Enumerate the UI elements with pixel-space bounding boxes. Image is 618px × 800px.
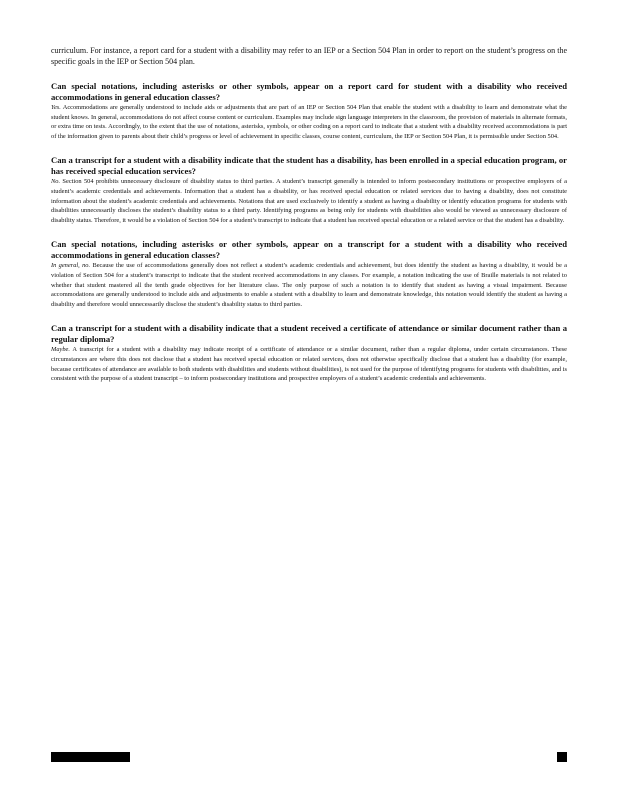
answer-paragraph (51, 177, 567, 225)
answer-paragraph (51, 345, 567, 383)
qa-item (51, 81, 567, 141)
intro-paragraph: curriculum. For instance, a report card for a student with a disability may refer to an IEP or a Section 504 Plan in order to report on the student’s progress on the specific goals in the IEP or Section 504 plan. (51, 46, 567, 66)
answer-text: Because the use of accommodations generally does not reflect a student’s academic credentials and achievement, but does identify the student as having a disability, it would be a violation of Section 504 for a student’s transcript to indicate that the student received accommodations in any classes. For example, a notation indicating the use of Braille materials is not related to whether that student mastered all the tenth grade objectives for her literature class. The only purpose of such a notation is to identify that student as having a visual impairment. Because accommodations are generally understood to include aids and adjustments to enable a student with a disability to learn and demonstrate knowledge, this notation would identify the student as having a disability and therefore would unnecessarily disclose the student’s disability status to third parties. (51, 262, 567, 308)
answer-lead: Maybe. (51, 346, 70, 354)
question-transcript-accommodations: Can special notations, including asterisks or other symbols, appear on a transcript for a student with a disability who received accommodations in general education classes? (51, 239, 567, 261)
qa-item (51, 155, 567, 225)
answer-text: Section 504 prohibits unnecessary disclosure of disability status to third parties. A student’s transcript generally is intended to inform postsecondary institutions or prospective employers of a student’s academic credentials and achievements. Information that a student has a disability, or has received special education or related services due to having a disability, does not constitute information about the student’s academic credentials and achievements. Notations that are used exclusively to identify a student as having a disability or identify education programs for students with disabilities unnecessarily discloses the student’s disability status to a third party. Identifying programs as being only for students with disabilities also would be viewed as unnecessary disclosure of disability status. Therefore, it would be a violation of Section 504 for a student’s transcript to indicate that a student has received special education or a related service or that the student has a disability. (51, 178, 567, 224)
answer-text: Accommodations are generally understood to include aids or adjustments that are part of an IEP or Section 504 Plan that enable the student with a disability to learn and demonstrate what the student knows. In general, accommodations do not affect course content or curriculum. Examples may include sign language interpreters in the classroom, the provision of materials in alternate formats, or extra time on tests. Accordingly, to the extent that the use of notations, asterisks, symbols, or other coding on a report card to indicate that a student with a disability received accommodations is part of the information given to parents about their child’s progress or level of achievement in specific classes, course content, curriculum, the IEP or Section 504 Plan, it is permissible under Section 504. (51, 104, 567, 140)
answer-lead: Yes. (51, 104, 61, 111)
document-page (51, 45, 567, 384)
footer-page-marker (557, 752, 567, 762)
footer-redaction-bar (51, 752, 130, 762)
question-transcript-disability: Can a transcript for a student with a disability indicate that the student has a disability, has been enrolled in a special education program, or has received special education services? (51, 155, 567, 177)
answer-text: A transcript for a student with a disability may indicate receipt of a certificate of attendance or a similar document, rather than a regular diploma, under certain circumstances. These circumstances are where this does not disclose that a student has received special education or related services, does not otherwise specifically disclose that a student has a disability (for example, because certificates of attendance are available to both students with disabilities and students without disabilities), is not used for the purpose of identifying programs for students with disabilities, and is consistent with the purpose of a student transcript – to inform postsecondary institutions and prospective employers of a student’s academic credentials and achievements. (51, 346, 567, 383)
question-report-card-accommodations: Can special notations, including asterisks or other symbols, appear on a report card for student with a disability who received accommodations in general education classes? (51, 81, 567, 102)
answer-lead: In general, no. (51, 262, 91, 270)
answer-paragraph (51, 261, 567, 309)
qa-item (51, 323, 567, 383)
answer-lead: No. (51, 178, 61, 186)
answer-paragraph (51, 103, 567, 141)
qa-item (51, 239, 567, 309)
question-certificate-of-attendance: Can a transcript for a student with a disability indicate that a student received a certificate of attendance or similar document rather than a regular diploma? (51, 323, 567, 345)
